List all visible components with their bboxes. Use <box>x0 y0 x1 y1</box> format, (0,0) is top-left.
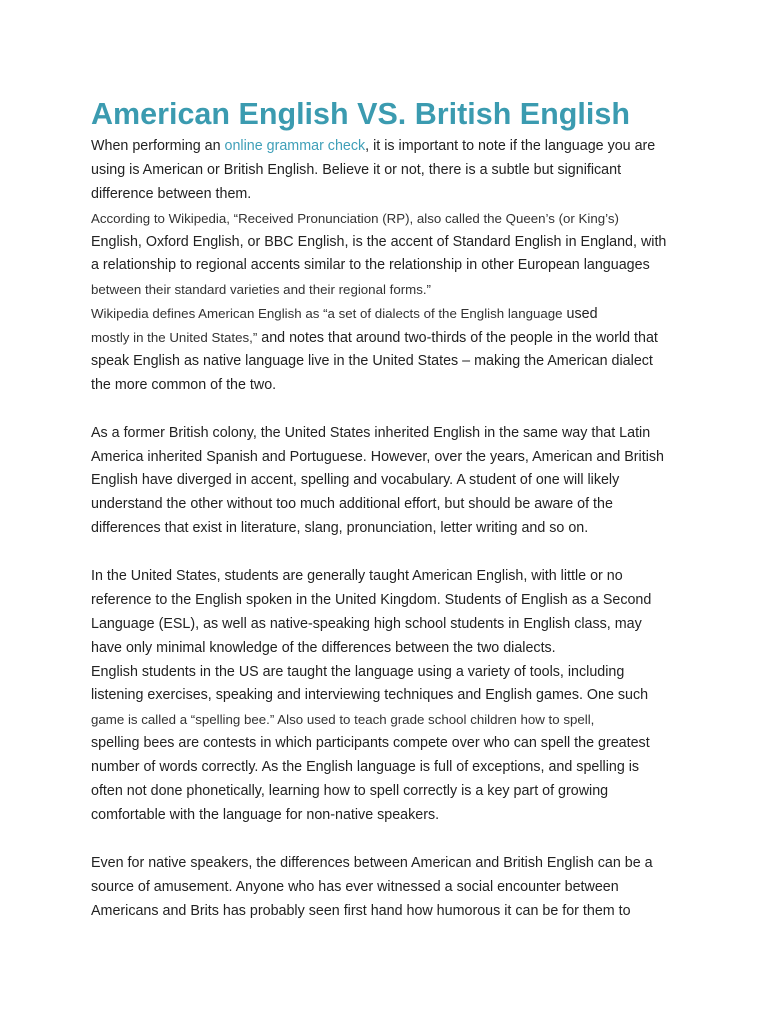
text-line: Language (ESL), as well as native-speaking high school students in English class, may <box>91 615 642 632</box>
text-line: have only minimal knowledge of the differences between the two dialects. <box>91 639 556 656</box>
text-span: Wikipedia defines American English as “a set of dialects of the English language <box>91 306 563 322</box>
article-body <box>91 135 691 923</box>
text-span: When performing an <box>91 138 225 154</box>
text-line: comfortable with the language for non-native speakers. <box>91 806 440 823</box>
paragraph-gap <box>91 398 691 422</box>
text-line: English, Oxford English, or BBC English, is the accent of Standard English in England, with <box>91 233 667 250</box>
text-line <box>91 302 691 326</box>
article-title: American English VS. British English <box>91 97 630 131</box>
text-line: According to Wikipedia, “Received Pronunciation (RP), also called the Queen’s (or King’s) <box>91 210 619 226</box>
text-line: using is American or British English. Believe it or not, there is a subtle but significant <box>91 161 622 178</box>
text-line <box>91 135 691 159</box>
text-span: and notes that around two-thirds of the people in the world that <box>257 330 658 347</box>
text-line: reference to the English spoken in the United Kingdom. Students of English as a Second <box>91 591 652 608</box>
text-line: game is called a “spelling bee.” Also used to teach grade school children how to spell, <box>91 712 595 728</box>
text-line: differences that exist in literature, slang, pronunciation, letter writing and so on. <box>91 520 589 537</box>
paragraph-gap <box>91 541 691 565</box>
text-line: speak English as native language live in the United States – making the American dialect <box>91 353 653 370</box>
text-line: a relationship to regional accents similar to the relationship in other European languages <box>91 257 650 274</box>
paragraph-gap <box>91 828 691 852</box>
text-line: In the United States, students are generally taught American English, with little or no <box>91 568 623 585</box>
text-span: mostly in the United States,” <box>91 330 258 346</box>
text-line <box>91 326 691 350</box>
text-line: As a former British colony, the United States inherited English in the same way that Latin <box>91 424 651 441</box>
text-line: difference between them. <box>91 185 252 202</box>
text-span: used <box>562 306 598 323</box>
text-line: between their standard varieties and their regional forms.” <box>91 282 431 298</box>
text-line: Even for native speakers, the differences between American and British English can be a <box>91 854 653 871</box>
text-span: , it is important to note if the language you are <box>365 138 656 154</box>
text-line: America inherited Spanish and Portuguese. However, over the years, American and British <box>91 448 664 465</box>
text-line: number of words correctly. As the English language is full of exceptions, and spelling is <box>91 759 640 776</box>
online-grammar-check-link[interactable]: online grammar check <box>224 138 366 154</box>
text-line: often not done phonetically, learning how to spell correctly is a key part of growing <box>91 783 609 800</box>
text-line: Americans and Brits has probably seen first hand how humorous it can be for them to <box>91 902 631 919</box>
text-line: English students in the US are taught the language using a variety of tools, including <box>91 663 625 680</box>
text-line: understand the other without too much additional effort, but should be aware of the <box>91 496 613 513</box>
text-line: source of amusement. Anyone who has ever witnessed a social encounter between <box>91 878 619 895</box>
text-line: English have diverged in accent, spelling and vocabulary. A student of one will likely <box>91 472 620 489</box>
text-line: listening exercises, speaking and interviewing techniques and English games. One such <box>91 687 649 704</box>
text-line: spelling bees are contests in which participants compete over who can spell the greatest <box>91 735 650 752</box>
text-line: the more common of the two. <box>91 376 277 393</box>
